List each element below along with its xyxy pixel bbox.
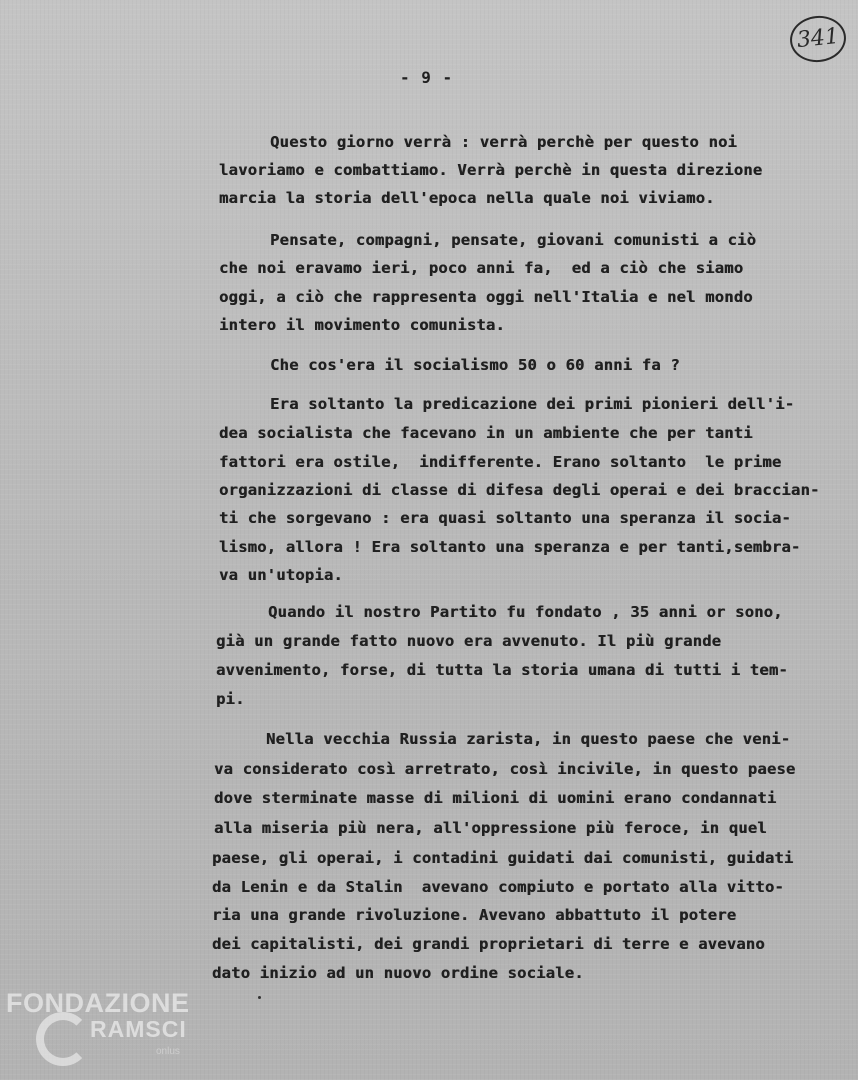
text-line: intero il movimento comunista. [219, 316, 505, 334]
text-line: dato inizio ad un nuovo ordine sociale. [212, 964, 584, 982]
watermark-line2: RAMSCI [90, 1016, 187, 1042]
text-line: oggi, a ciò che rappresenta oggi nell'Italia e nel mondo [219, 288, 753, 306]
text-line: pi. [216, 690, 245, 708]
text-line: Nella vecchia Russia zarista, in questo paese che veni- [266, 730, 791, 748]
text-line: va considerato così arretrato, così incivile, in questo paese [214, 760, 796, 778]
text-line: dea socialista che facevano in un ambiente che per tanti [219, 424, 753, 442]
archive-stamp: 341 [788, 13, 849, 65]
text-line: da Lenin e da Stalin avevano compiuto e portato alla vitto- [212, 878, 784, 896]
text-line: fattori era ostile, indifferente. Erano soltanto le prime [219, 453, 782, 471]
text-line: organizzazioni di classe di difesa degli operai e dei braccian- [219, 481, 820, 499]
text-line: dei capitalisti, dei grandi proprietari di terre e avevano [212, 935, 765, 953]
text-line: già un grande fatto nuovo era avvenuto. Il più grande [216, 632, 722, 650]
text-line: lavoriamo e combattiamo. Verrà perchè in questa direzione [219, 161, 763, 179]
text-line: ti che sorgevano : era quasi soltanto una speranza il socia- [219, 509, 791, 527]
text-line: Questo giorno verrà : verrà perchè per questo noi [270, 133, 738, 151]
text-line: marcia la storia dell'epoca nella quale noi viviamo. [219, 189, 715, 207]
watermark-small: onlus [156, 1046, 180, 1057]
text-line: dove sterminate masse di milioni di uomini erano condannati [214, 789, 777, 807]
watermark-line1: FONDAZIONE [6, 988, 190, 1018]
text-line: alla miseria più nera, all'oppressione più feroce, in quel [214, 819, 767, 837]
text-line: paese, gli operai, i contadini guidati dai comunisti, guidati [212, 849, 794, 867]
text-line: va un'utopia. [219, 566, 343, 584]
text-line: avvenimento, forse, di tutta la storia umana di tutti i tem- [216, 661, 788, 679]
watermark-g-icon [36, 1012, 90, 1066]
page-number: - 9 - [400, 68, 454, 87]
watermark-logo [6, 988, 256, 1074]
text-line: che noi eravamo ieri, poco anni fa, ed a ciò che siamo [219, 259, 744, 277]
text-line: Era soltanto la predicazione dei primi pionieri dell'i- [270, 395, 795, 413]
text-line: ria una grande rivoluzione. Avevano abbattuto il potere [212, 906, 737, 924]
text-line: Pensate, compagni, pensate, giovani comunisti a ciò [270, 231, 757, 249]
text-line: lismo, allora ! Era soltanto una speranza e per tanti,sembra- [219, 538, 801, 556]
text-line: Quando il nostro Partito fu fondato , 35 anni or sono, [268, 603, 783, 621]
ink-speck [258, 996, 261, 999]
text-line: Che cos'era il socialismo 50 o 60 anni fa ? [270, 356, 680, 374]
